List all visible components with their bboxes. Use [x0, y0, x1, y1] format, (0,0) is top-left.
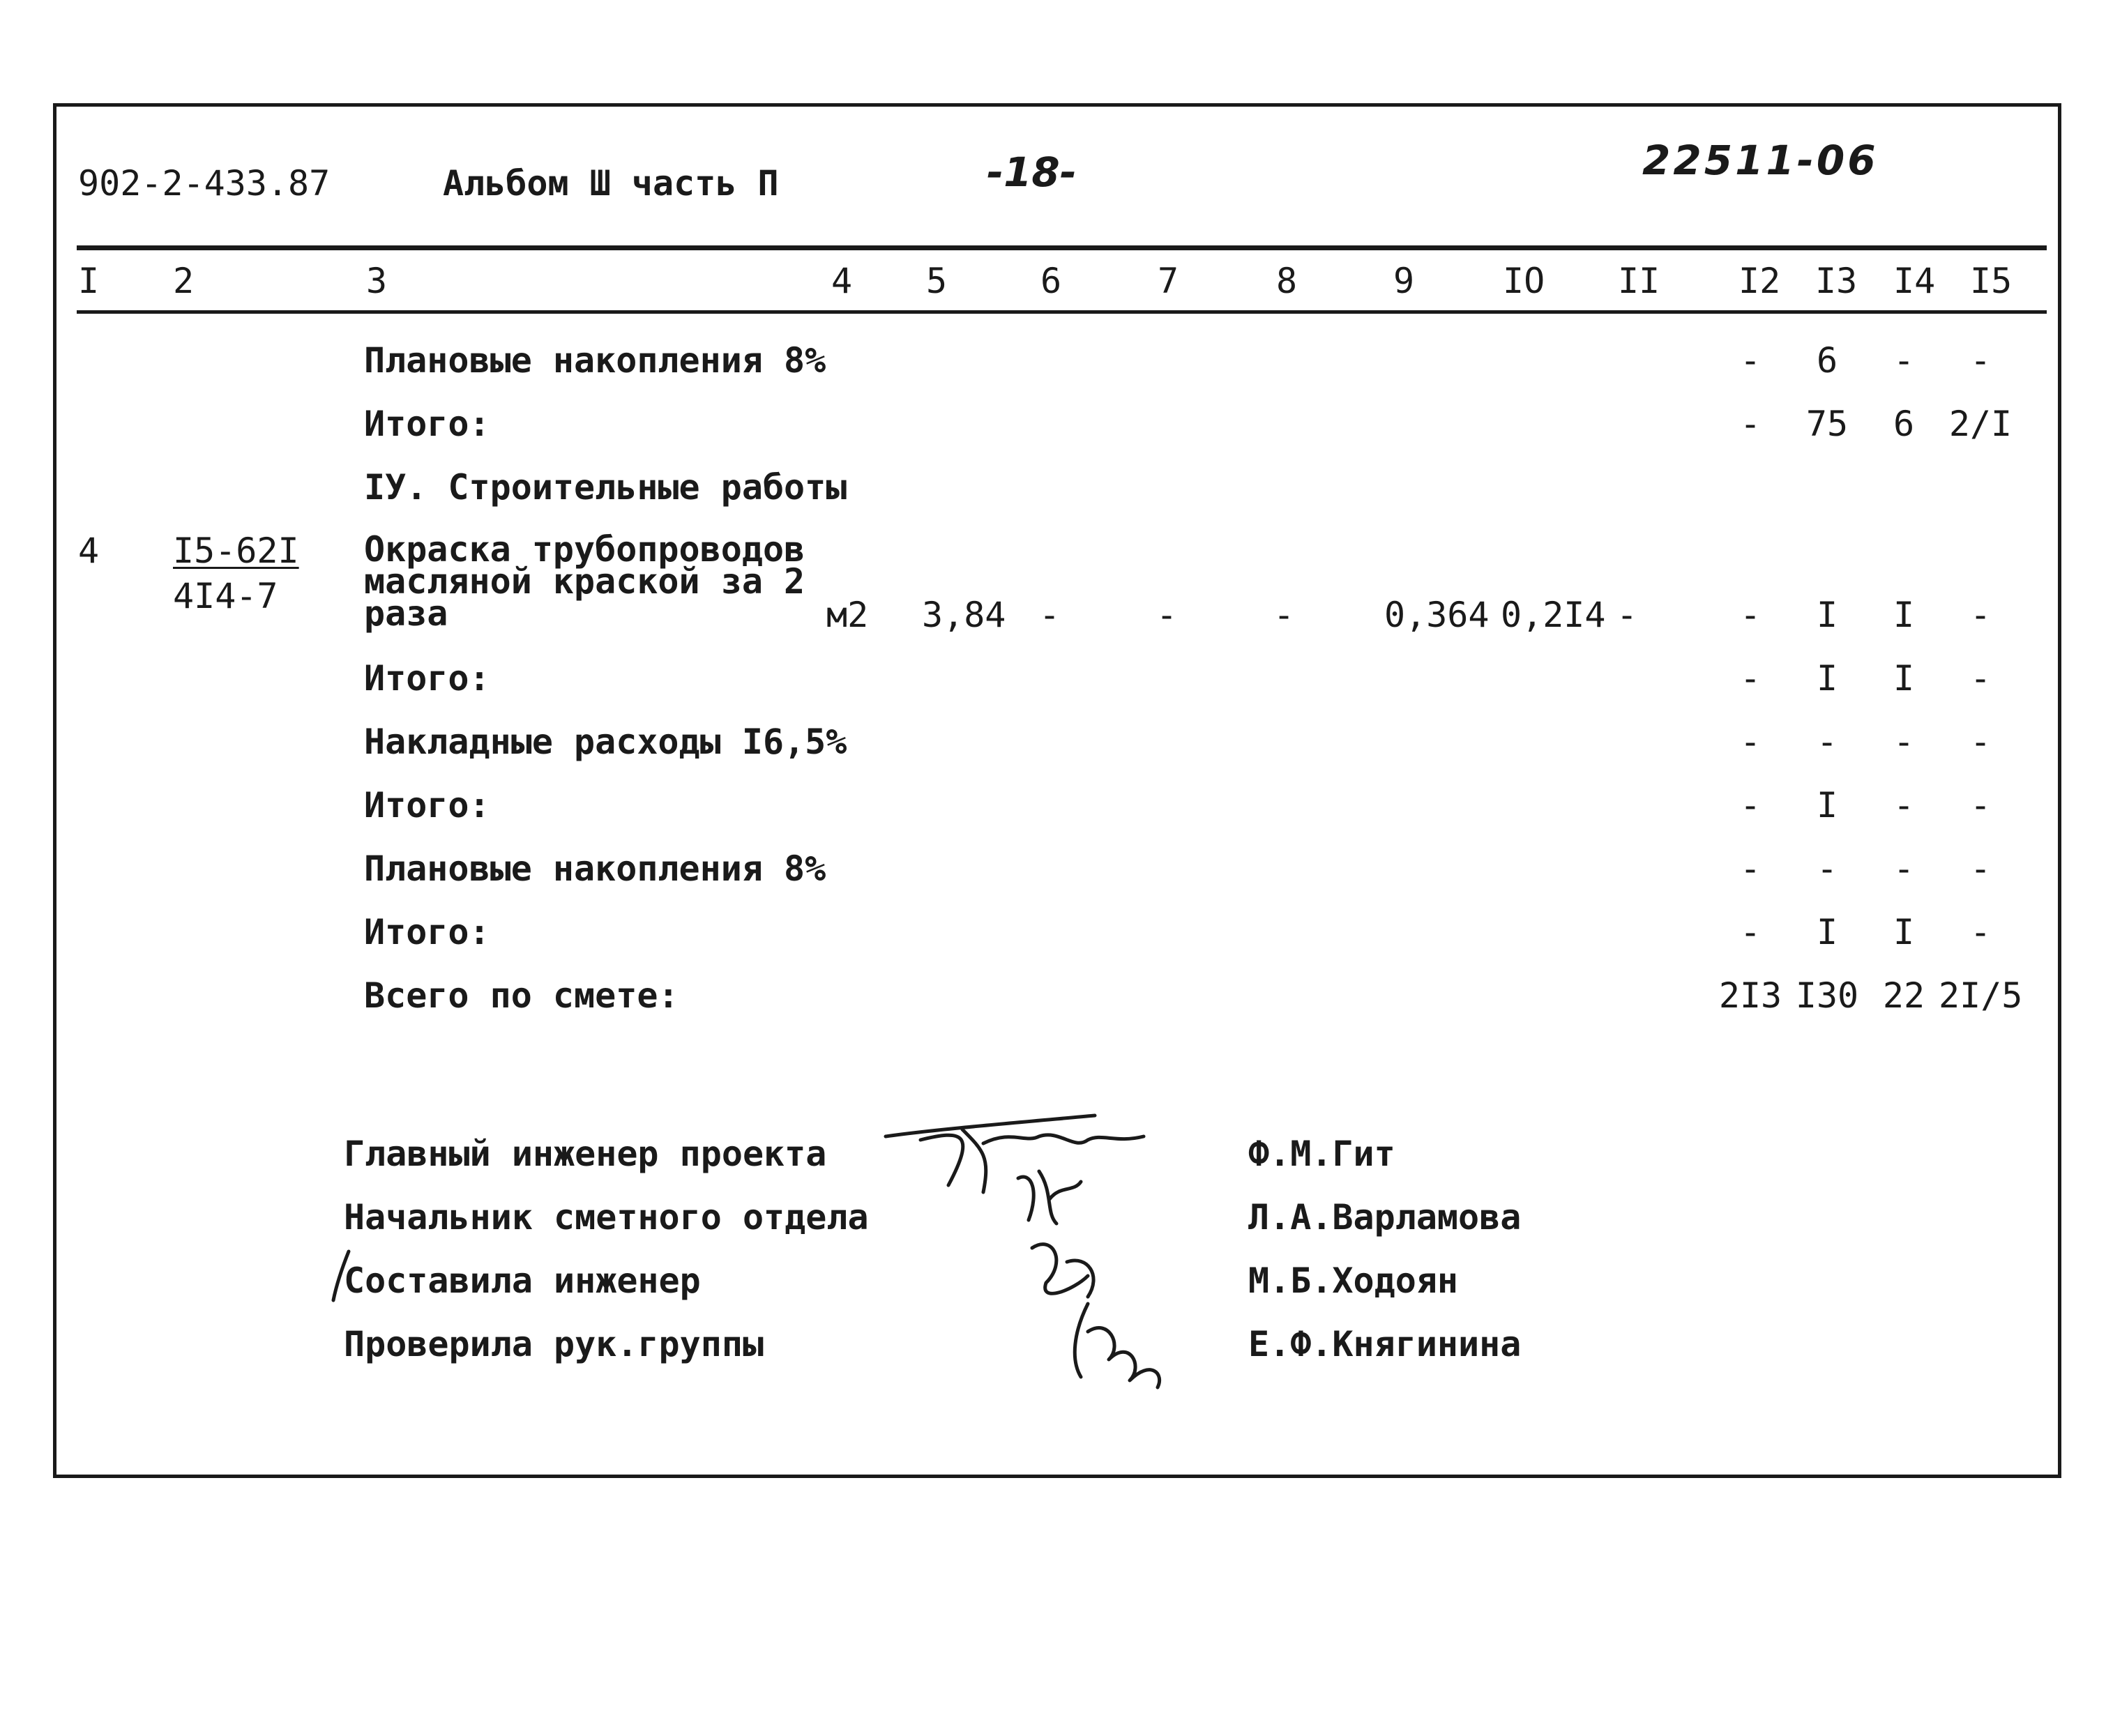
- initial-mark: [328, 1248, 356, 1304]
- row-c13: -: [1816, 722, 1838, 762]
- page-number: -18-: [987, 149, 1077, 196]
- row-c14: -: [1893, 340, 1915, 381]
- row-c13: I: [1816, 912, 1838, 952]
- col-12: I2: [1738, 261, 1781, 301]
- row-label: Плановые накопления 8%: [364, 848, 826, 889]
- item-c7: -: [1156, 595, 1178, 635]
- row-c15: -: [1969, 912, 1992, 952]
- col-4: 4: [831, 261, 853, 301]
- signer-role: Начальник сметного отдела: [344, 1197, 869, 1238]
- row-c14: -: [1893, 785, 1915, 825]
- total-c15: 2I/5: [1939, 975, 2023, 1016]
- row-c14: I: [1893, 912, 1915, 952]
- item-qty: 3,84: [922, 595, 1006, 635]
- col-2: 2: [173, 261, 195, 301]
- header-bottom-rule: [77, 310, 2047, 314]
- col-8: 8: [1276, 261, 1298, 301]
- item-c8: -: [1273, 595, 1295, 635]
- item-code-2: 4I4-7: [173, 576, 278, 616]
- total-c14: 22: [1882, 975, 1925, 1016]
- col-9: 9: [1393, 261, 1415, 301]
- col-13: I3: [1815, 261, 1858, 301]
- item-c10: 0,2I4: [1501, 595, 1606, 635]
- col-11: II: [1618, 261, 1660, 301]
- row-c12: -: [1739, 785, 1762, 825]
- album-label: Альбом Ш часть П: [443, 163, 779, 204]
- header-top-rule: [77, 245, 2047, 250]
- col-14: I4: [1893, 261, 1936, 301]
- col-10: IO: [1503, 261, 1545, 301]
- col-7: 7: [1158, 261, 1179, 301]
- row-c14: -: [1893, 848, 1915, 889]
- signer-person: Л.А.Варламова: [1248, 1197, 1522, 1238]
- row-c15: -: [1969, 785, 1992, 825]
- handwritten-signatures: [879, 1102, 1172, 1408]
- row-c12: -: [1739, 912, 1762, 952]
- col-3: 3: [366, 261, 388, 301]
- item-code-1: I5-62I: [173, 531, 299, 571]
- row-c13: I: [1816, 658, 1838, 699]
- col-6: 6: [1040, 261, 1062, 301]
- row-c14: I: [1893, 658, 1915, 699]
- row-c15: -: [1969, 595, 1992, 635]
- row-c15: 2/I: [1948, 404, 2013, 444]
- signer-role: Главный инженер проекта: [344, 1134, 827, 1174]
- signer-role: Составила инженер: [344, 1261, 701, 1301]
- item-unit: м2: [826, 595, 869, 635]
- row-label: Накладные расходы I6,5%: [364, 722, 847, 762]
- row-c13: 75: [1805, 404, 1849, 444]
- row-c12: -: [1739, 340, 1762, 381]
- row-label: Итого:: [364, 658, 490, 699]
- row-c12: -: [1739, 595, 1762, 635]
- item-c11: -: [1616, 595, 1638, 635]
- row-label: Итого:: [364, 404, 490, 444]
- signer-person: Ф.М.Гит: [1248, 1134, 1395, 1174]
- total-c12: 2I3: [1718, 975, 1782, 1016]
- item-name-line-2: масляной краской за 2: [364, 561, 805, 602]
- row-c15: -: [1969, 848, 1992, 889]
- row-c13: I: [1816, 785, 1838, 825]
- row-label: Итого:: [364, 785, 490, 825]
- row-label: Итого:: [364, 912, 490, 952]
- col-15: I5: [1970, 261, 2013, 301]
- total-c13: I30: [1795, 975, 1859, 1016]
- signer-person: М.Б.Ходоян: [1248, 1261, 1459, 1301]
- row-c15: -: [1969, 658, 1992, 699]
- doc-number: 902-2-433.87: [78, 163, 331, 204]
- row-label: Плановые накопления 8%: [364, 340, 826, 381]
- item-name-line-3: раза: [364, 593, 448, 634]
- col-5: 5: [926, 261, 948, 301]
- col-1: I: [78, 261, 100, 301]
- item-number: 4: [78, 531, 100, 571]
- row-c15: -: [1969, 722, 1992, 762]
- item-c9: 0,364: [1384, 595, 1490, 635]
- row-c12: -: [1739, 848, 1762, 889]
- signer-person: Е.Ф.Княгинина: [1248, 1324, 1522, 1364]
- row-c15: -: [1969, 340, 1992, 381]
- total-label: Всего по смете:: [364, 975, 679, 1016]
- row-c13: 6: [1816, 340, 1838, 381]
- row-c14: I: [1893, 595, 1915, 635]
- row-c13: I: [1816, 595, 1838, 635]
- signer-role: Проверила рук.группы: [344, 1324, 764, 1364]
- item-c6: -: [1039, 595, 1061, 635]
- row-c14: -: [1893, 722, 1915, 762]
- row-c14: 6: [1893, 404, 1915, 444]
- row-c12: -: [1739, 658, 1762, 699]
- row-c13: -: [1816, 848, 1838, 889]
- row-c12: -: [1739, 404, 1762, 444]
- stamp-number: 22511-06: [1642, 137, 1879, 184]
- row-c12: -: [1739, 722, 1762, 762]
- section-heading: IУ. Строительные работы: [364, 467, 847, 508]
- item-name-line-1: Окраска трубопроводов: [364, 529, 805, 570]
